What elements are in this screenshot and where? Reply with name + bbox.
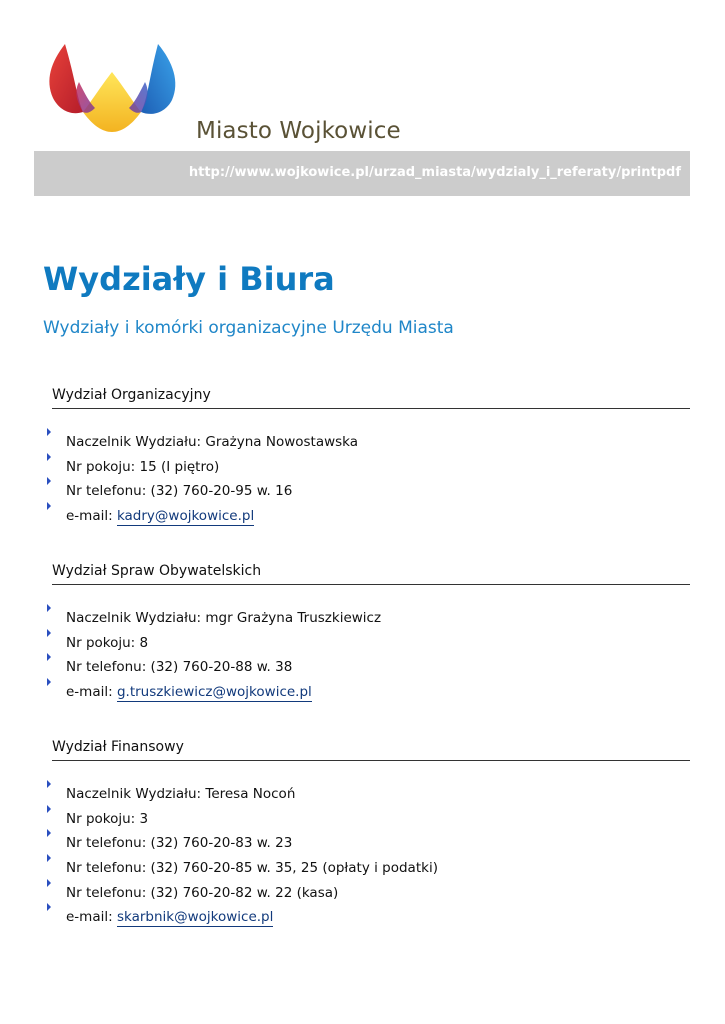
email-link[interactable]: skarbnik@wojkowice.pl (116, 909, 274, 926)
bullet-triangle-icon (47, 829, 51, 837)
email-label: e-mail: (66, 684, 117, 701)
email-label: e-mail: (66, 508, 117, 525)
site-name: Miasto Wojkowice (196, 118, 401, 144)
list-item: Nr pokoju: 15 (I piętro) (52, 453, 690, 478)
bullet-triangle-icon (47, 629, 51, 637)
bullet-triangle-icon (47, 805, 51, 813)
page-title: Wydziały i Biura (43, 260, 335, 298)
list-item (52, 502, 690, 527)
department-section-spraw-obywatelskich (52, 563, 690, 703)
list-item: Nr telefonu: (32) 760-20-88 w. 38 (52, 653, 690, 678)
bullet-triangle-icon (47, 428, 51, 436)
department-section-finansowy (52, 739, 690, 928)
list-item (52, 903, 690, 928)
list-item (52, 678, 690, 703)
department-section-organizacyjny (52, 387, 690, 527)
bullet-triangle-icon (47, 453, 51, 461)
page-url[interactable]: http://www.wojkowice.pl/urzad_miasta/wydzialy_i_referaty/printpdf (188, 165, 681, 180)
page-subtitle: Wydziały i komórki organizacyjne Urzędu Miasta (43, 318, 454, 338)
bullet-triangle-icon (47, 854, 51, 862)
list-item: Naczelnik Wydziału: Grażyna Nowostawska (52, 428, 690, 453)
bullet-triangle-icon (47, 678, 51, 686)
bullet-triangle-icon (47, 780, 51, 788)
section-title: Wydział Organizacyjny (52, 387, 690, 409)
section-title: Wydział Finansowy (52, 739, 690, 761)
list-item: Nr telefonu: (32) 760-20-85 w. 35, 25 (opłaty i podatki) (52, 854, 690, 879)
list-item: Naczelnik Wydziału: Teresa Nocoń (52, 780, 690, 805)
email-label: e-mail: (66, 909, 117, 926)
email-link[interactable]: g.truszkiewicz@wojkowice.pl (116, 684, 312, 701)
city-logo (45, 42, 180, 137)
bullet-triangle-icon (47, 879, 51, 887)
section-title: Wydział Spraw Obywatelskich (52, 563, 690, 585)
email-link[interactable]: kadry@wojkowice.pl (116, 508, 255, 525)
bullet-triangle-icon (47, 604, 51, 612)
list-item: Nr telefonu: (32) 760-20-83 w. 23 (52, 829, 690, 854)
bullet-triangle-icon (47, 477, 51, 485)
url-bar (34, 151, 690, 196)
bullet-triangle-icon (47, 653, 51, 661)
bullet-triangle-icon (47, 502, 51, 510)
info-list (52, 780, 690, 928)
list-item: Nr pokoju: 8 (52, 629, 690, 654)
list-item: Nr pokoju: 3 (52, 805, 690, 830)
list-item: Nr telefonu: (32) 760-20-82 w. 22 (kasa) (52, 879, 690, 904)
list-item: Naczelnik Wydziału: mgr Grażyna Truszkiewicz (52, 604, 690, 629)
info-list (52, 428, 690, 527)
info-list (52, 604, 690, 703)
bullet-triangle-icon (47, 903, 51, 911)
list-item: Nr telefonu: (32) 760-20-95 w. 16 (52, 477, 690, 502)
